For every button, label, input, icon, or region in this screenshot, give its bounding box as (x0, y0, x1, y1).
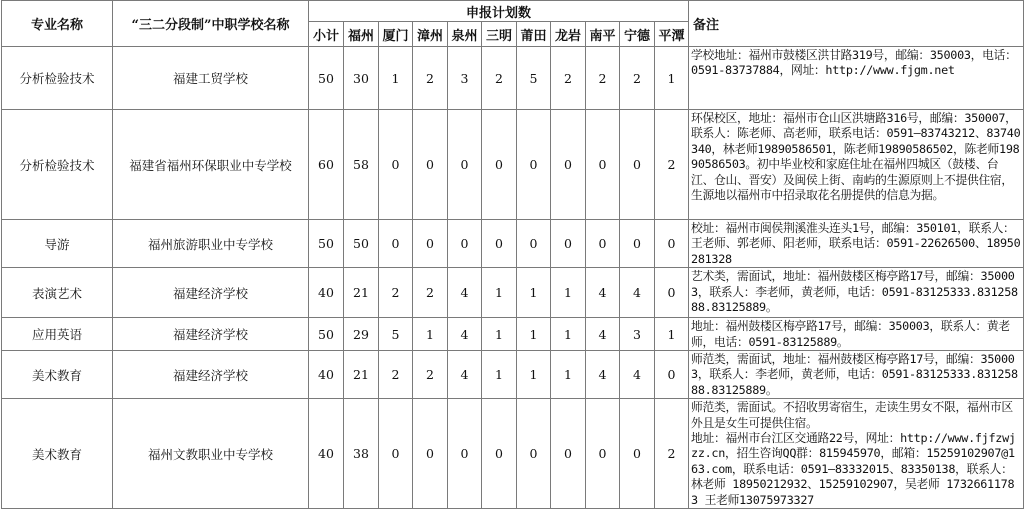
notes-cell: 学校地址：福州市鼓楼区洪甘路319号，邮编：350003，电话：0591-83737884，网址：http://www.fjgm.net (689, 47, 1024, 110)
city-count-cell: 0 (620, 399, 655, 509)
city-count-cell: 3 (620, 318, 655, 351)
city-count-cell: 30 (344, 47, 379, 110)
city-count-cell: 2 (586, 47, 620, 110)
city-count-cell: 0 (379, 110, 413, 220)
city-count-cell: 0 (620, 110, 655, 220)
city-count-cell: 0 (482, 110, 517, 220)
city-count-cell: 1 (551, 351, 586, 399)
city-count-cell: 1 (379, 47, 413, 110)
city-count-cell: 0 (413, 110, 448, 220)
city-count-cell: 2 (379, 268, 413, 318)
city-count-cell: 1 (551, 268, 586, 318)
city-count-cell: 5 (517, 47, 551, 110)
city-count-cell: 0 (551, 110, 586, 220)
table-row (2, 318, 1024, 351)
subtotal-cell: 40 (309, 351, 344, 399)
notes-cell: 师范类，需面试。不招收男寄宿生，走读生男女不限，福州市区外且是女生可提供住宿。 地址：福州市台江区交通路22号，网址：http://www.fjfzwjzz.cn，招生咨询QQ群：815945970，邮箱：15259102907@163.com，联系电话：0591—83332015、83350138，联系人：林老师 18950212932、15259102907，吴老师 17326611783 王老师13075973327 (689, 399, 1024, 509)
city-count-cell: 1 (655, 318, 689, 351)
city-count-cell: 0 (379, 399, 413, 509)
header-city: 宁德 (620, 22, 655, 47)
city-count-cell: 0 (655, 268, 689, 318)
city-count-cell: 0 (517, 220, 551, 268)
major-cell: 美术教育 (2, 351, 113, 399)
city-count-cell: 0 (655, 351, 689, 399)
city-count-cell: 4 (448, 351, 482, 399)
notes-cell: 艺术类，需面试，地址：福州鼓楼区梅亭路17号，邮编：350003，联系人：李老师，黄老师，电话：0591-83125333.83125888.83125889。 (689, 268, 1024, 318)
notes-cell: 地址：福州鼓楼区梅亭路17号，邮编：350003，联系人：黄老师，电话：0591-83125889。 (689, 318, 1024, 351)
city-count-cell: 1 (551, 318, 586, 351)
city-count-cell: 0 (620, 220, 655, 268)
city-count-cell: 4 (620, 351, 655, 399)
city-count-cell: 2 (482, 47, 517, 110)
header-plan-group: 申报计划数 (309, 1, 689, 22)
city-count-cell: 4 (586, 268, 620, 318)
subtotal-cell: 50 (309, 220, 344, 268)
header-city: 漳州 (413, 22, 448, 47)
notes-cell: 校址：福州市闽侯荆溪淮头连头1号，邮编：350101，联系人：王老师、郭老师、阳老师，联系电话：0591-22626500、18950281328 (689, 220, 1024, 268)
city-count-cell: 0 (482, 399, 517, 509)
city-count-cell: 2 (379, 351, 413, 399)
table-row (2, 268, 1024, 318)
subtotal-cell: 60 (309, 110, 344, 220)
subtotal-cell: 40 (309, 399, 344, 509)
city-count-cell: 0 (379, 220, 413, 268)
city-count-cell: 4 (620, 268, 655, 318)
city-count-cell: 0 (517, 399, 551, 509)
header-subtotal: 小计 (309, 22, 344, 47)
header-city: 福州 (344, 22, 379, 47)
major-cell: 美术教育 (2, 399, 113, 509)
city-count-cell: 2 (655, 399, 689, 509)
city-count-cell: 0 (586, 399, 620, 509)
subtotal-cell: 50 (309, 47, 344, 110)
city-count-cell: 1 (482, 351, 517, 399)
city-count-cell: 0 (413, 399, 448, 509)
city-count-cell: 1 (517, 351, 551, 399)
city-count-cell: 1 (413, 318, 448, 351)
city-count-cell: 1 (482, 318, 517, 351)
school-cell: 福建省福州环保职业中专学校 (113, 110, 309, 220)
header-school: “三二分段制”中职学校名称 (113, 1, 309, 47)
major-cell: 应用英语 (2, 318, 113, 351)
city-count-cell: 4 (448, 268, 482, 318)
school-cell: 福州旅游职业中专学校 (113, 220, 309, 268)
city-count-cell: 2 (413, 47, 448, 110)
subtotal-cell: 50 (309, 318, 344, 351)
city-count-cell: 0 (413, 220, 448, 268)
city-count-cell: 1 (517, 318, 551, 351)
city-count-cell: 0 (448, 399, 482, 509)
city-count-cell: 0 (448, 220, 482, 268)
school-cell: 福建工贸学校 (113, 47, 309, 110)
city-count-cell: 3 (448, 47, 482, 110)
city-count-cell: 29 (344, 318, 379, 351)
school-cell: 福建经济学校 (113, 268, 309, 318)
city-count-cell: 2 (655, 110, 689, 220)
city-count-cell: 0 (482, 220, 517, 268)
city-count-cell: 4 (448, 318, 482, 351)
city-count-cell: 1 (482, 268, 517, 318)
major-cell: 分析检验技术 (2, 110, 113, 220)
table-row (2, 110, 1024, 220)
city-count-cell: 0 (551, 399, 586, 509)
enrollment-plan-table (1, 0, 1024, 509)
city-count-cell: 2 (551, 47, 586, 110)
header-city: 南平 (586, 22, 620, 47)
major-cell: 表演艺术 (2, 268, 113, 318)
city-count-cell: 1 (517, 268, 551, 318)
table-row (2, 220, 1024, 268)
school-cell: 福州文教职业中专学校 (113, 399, 309, 509)
table-row (2, 47, 1024, 110)
header-row-top (2, 1, 1024, 22)
header-city: 泉州 (448, 22, 482, 47)
city-count-cell: 38 (344, 399, 379, 509)
city-count-cell: 4 (586, 351, 620, 399)
major-cell: 分析检验技术 (2, 47, 113, 110)
city-count-cell: 21 (344, 268, 379, 318)
school-cell: 福建经济学校 (113, 318, 309, 351)
city-count-cell: 0 (448, 110, 482, 220)
city-count-cell: 0 (517, 110, 551, 220)
city-count-cell: 58 (344, 110, 379, 220)
header-city: 厦门 (379, 22, 413, 47)
city-count-cell: 2 (413, 268, 448, 318)
table-row (2, 399, 1024, 509)
notes-cell: 师范类，需面试，地址：福州鼓楼区梅亭路17号，邮编：350003，联系人：李老师，黄老师，电话：0591-83125333.83125888.83125889。 (689, 351, 1024, 399)
city-count-cell: 0 (655, 220, 689, 268)
school-cell: 福建经济学校 (113, 351, 309, 399)
city-count-cell: 5 (379, 318, 413, 351)
header-notes: 备注 (689, 1, 1024, 47)
city-count-cell: 0 (586, 220, 620, 268)
table-row (2, 351, 1024, 399)
header-city: 平潭 (655, 22, 689, 47)
city-count-cell: 21 (344, 351, 379, 399)
header-city: 莆田 (517, 22, 551, 47)
header-city: 三明 (482, 22, 517, 47)
major-cell: 导游 (2, 220, 113, 268)
city-count-cell: 2 (620, 47, 655, 110)
city-count-cell: 0 (551, 220, 586, 268)
city-count-cell: 4 (586, 318, 620, 351)
header-major: 专业名称 (2, 1, 113, 47)
subtotal-cell: 40 (309, 268, 344, 318)
city-count-cell: 1 (655, 47, 689, 110)
city-count-cell: 0 (586, 110, 620, 220)
notes-cell: 环保校区，地址：福州市仓山区洪塘路316号，邮编：350007，联系人：陈老师、高老师，联系电话：0591—83743212、83740340，林老师19890586501，陈老师19890586502，陈老师19890586503。初中毕业校和家庭住址在福州四城区（鼓楼、台江、仓山、晋安）及闽侯上街、南屿的生源原则上不提供住宿，生源地以福州市中招录取花名册提供的信息为据。 (689, 110, 1024, 220)
header-city: 龙岩 (551, 22, 586, 47)
city-count-cell: 50 (344, 220, 379, 268)
city-count-cell: 2 (413, 351, 448, 399)
